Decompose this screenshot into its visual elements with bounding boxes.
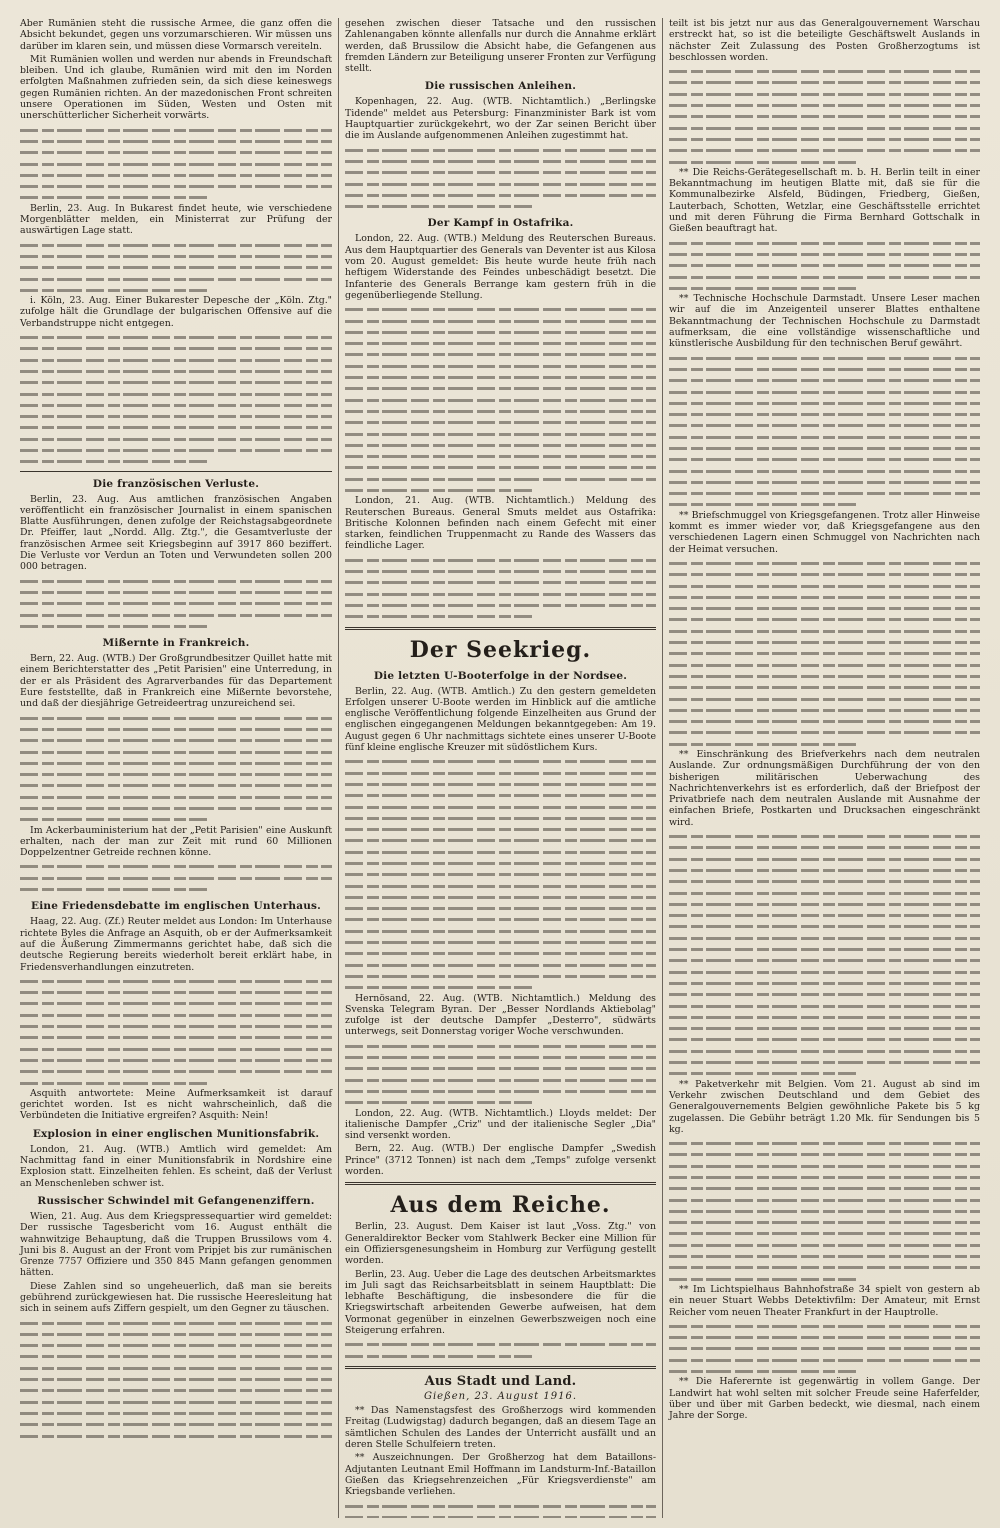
text-continuation	[345, 1338, 656, 1361]
article-paragraph: London, 21. Aug. (WTB.) Amtlich wird gemeldet: Am Nachmittag fand in einer Munitionsfabrik in Nordshire eine Explosion statt. Einzelheiten fehlen. Es scheint, daß der Verlust an Menschenleben schwer ist.	[20, 1143, 332, 1189]
headline-city-and-country: Aus Stadt und Land.	[424, 1373, 577, 1389]
article-paragraph: Wien, 21. Aug. Aus dem Kriegspressequartier wird gemeldet: Der russische Tagesbericht vom 16. August enthält die wahnwitzige Behauptung, daß die Truppen Brussilows vom 4. Juni bis 8. August an der Front vom Pripjet bis zur rumänischen Grenze 7757 Offiziere und 350 845 Mann gefangen genommen hätten.	[20, 1210, 332, 1279]
column-right	[662, 18, 986, 1518]
article-paragraph: Berlin, 22. Aug. (WTB. Amtlich.) Zu den gestern gemeldeten Erfolgen unserer U-Boote werden im Hinblick auf die amtliche englische Veröffentlichung folgende Einzelheiten aus Grund der englischen eingegangenen Meldungen bekanntgegeben: Am 19. August gegen 6 Uhr nachmittags sichtete eines unserer U-Boote fünf kleine englische Kreuzer mit südöstlichem Kurs.	[345, 685, 656, 754]
article-paragraph: Hernösand, 22. Aug. (WTB. Nichtamtlich.) Meldung des Svenska Telegram Byran. Der „Besser Nordlands Aktiebolag" zufolge ist der deutsche Dampfer „Desterro", südwärts unterwegs, seit Donnerstag voriger Woche verschwunden.	[345, 992, 656, 1038]
column-middle	[338, 18, 662, 1518]
text-continuation	[20, 1317, 332, 1441]
column-left	[14, 18, 338, 1518]
article-paragraph: London, 21. Aug. (WTB. Nichtamtlich.) Meldung des Reuterschen Bureaus. General Smuts meldet aus Ostafrika: Britische Kolonnen befinden nach einem Gefecht mit einer starken, feindlichen Truppenmacht zu Rande des Wassers das feindliche Lager.	[345, 495, 656, 552]
text-continuation	[20, 975, 332, 1088]
section-divider	[345, 1182, 656, 1185]
section-divider	[345, 627, 656, 630]
text-continuation	[669, 1137, 980, 1284]
text-continuation	[669, 352, 980, 510]
article-paragraph: ** Technische Hochschule Darmstadt. Unsere Leser machen wir auf die im Anzeigenteil unserer Blattes enthaltene Bekanntmachung der Technischen Hochschule zu Darmstadt aufmerksam, die eine vollständige wissenschaftliche und künstlerische Ausbildung für den technischen Beruf gewährt.	[669, 293, 980, 350]
article-paragraph: Berlin, 23. Aug. In Bukarest findet heute, wie verschiedene Morgenblätter melden, ein Ministerrat zur Prüfung der auswärtigen Lage statt.	[20, 202, 332, 237]
text-continuation	[20, 331, 332, 467]
headline-uboat-successes: Die letzten U-Booterfolge in der Nordsee.	[373, 669, 628, 682]
dateline: Gießen, 23. August 1916.	[423, 1390, 578, 1402]
section-divider	[20, 471, 332, 472]
text-continuation	[20, 575, 332, 631]
text-continuation	[669, 1320, 980, 1376]
headline-french-losses: Die französischen Verluste.	[92, 477, 260, 490]
headline-russian-loans: Die russischen Anleihen.	[424, 80, 577, 93]
article-paragraph: ** Die Reichs-Gerätegesellschaft m. b. H. Berlin teilt in einer Bekanntmachung im heutigen Blatte mit, daß sie für die Kommunalbezirke Alsfeld, Büdingen, Friedberg, Gießen, Lauterbach, Schotten, Wetzlar, eine Geschäftsstelle errichtet und mit deren Führung die Firma Bernhard Gottschalk in Gießen beauftragt hat.	[669, 166, 980, 235]
article-paragraph: Im Ackerbauministerium hat der „Petit Parisien" eine Auskunft erhalten, nach der man zur Zeit mit rund 60 Millionen Doppelzentner Getreide rechnen könne.	[20, 824, 332, 859]
article-paragraph: ** Im Lichtspielhaus Bahnhofstraße 34 spielt von gestern ab ein neuer Stuart Webbs Detektivfilm: Der Amateur, mit Ernst Reicher vom neuen Theater Frankfurt in der Hauptrolle.	[669, 1283, 980, 1318]
headline-russian-swindle: Russischer Schwindel mit Gefangenenziffern.	[37, 1194, 315, 1207]
article-paragraph: ** Die Haferernte ist gegenwärtig in vollem Gange. Der Landwirt hat wohl selten mit solcher Freude seine Haferfelder, über und über mit Garben bedeckt, wie diesmal, nach einem Jahre der Sorge.	[669, 1376, 980, 1422]
article-paragraph: Bern, 22. Aug. (WTB.) Der Großgrundbesitzer Quillet hatte mit einem Berichterstatter des „Petit Parisien" eine Unterredung, in der er als Präsident des Agrarverbandes für das Departement Eure feststellte, daß in Frankreich eine Mißernte bevorstehe, und daß der diesjährige Getreideertrag unzureichend sei.	[20, 653, 332, 710]
headline-peace-debate: Eine Friedensdebatte im englischen Unterhaus.	[31, 900, 321, 913]
headline-naval-war: Der Seekrieg.	[409, 636, 592, 663]
article-paragraph: Berlin, 23. August. Dem Kaiser ist laut „Voss. Ztg." von Generaldirektor Becker vom Stahlwerk Becker eine Million für ein Offiziersgenesungsheim in Homburg zur Verfügung gestellt worden.	[345, 1221, 656, 1267]
article-paragraph: Haag, 22. Aug. (Zf.) Reuter meldet aus London: Im Unterhause richtete Byles die Anfrage an Asquith, ob er der Aufmerksamkeit auf die Äußerung Zimmermanns gerichtet habe, daß sich die deutsche Regierung bereits wiederholt bereit erklärt habe, in Friedensverhandlungen einzutreten.	[20, 916, 332, 973]
text-continuation	[669, 557, 980, 749]
text-continuation	[345, 144, 656, 212]
text-continuation	[345, 755, 656, 992]
headline-east-africa: Der Kampf in Ostafrika.	[427, 217, 574, 230]
article-paragraph: Berlin, 23. Aug. Ueber die Lage des deutschen Arbeitsmarktes im Juli sagt das Reichsarbeitsblatt in seinem Hauptblatt: Die lebhafte Beschäftigung, die insbesondere die für die Kriegswirtschaft arbeitenden Gewerbe aufweisen, hat dem Vormonat gegenüber in einzelnen Gewerbszweigen noch eine Steigerung erfahren.	[345, 1268, 656, 1336]
article-paragraph: Mit Rumänien wollen und werden nur abends in Freundschaft bleiben. Und ich glaube, Rumänien wird mit den im Norden erfolgten Maßnahmen zufrieden sein, da sich diese keineswegs gegen Rumänien richten. An der mazedonischen Front schreiten unsere Operationen im Süden, Westen und Osten mit unerschütterlicher Sicherheit vorwärts.	[20, 53, 332, 122]
article-paragraph: Diese Zahlen sind so ungeheuerlich, daß man sie bereits gebührend zurückgewiesen hat. Die russische Heeresleitung hat sich in seinem aufs Ziffern gespielt, um den Gegner zu täuschen.	[20, 1280, 332, 1315]
article-paragraph: Kopenhagen, 22. Aug. (WTB. Nichtamtlich.) „Berlingske Tidende" meldet aus Petersburg: Finanzminister Bark ist vom Hauptquartier zurückgekehrt, wo der Zar seinen Bericht über die im Auslande aufgenommenen Anleihen zugestimmt hat.	[345, 96, 656, 142]
text-continuation	[669, 830, 980, 1079]
column-container	[14, 18, 986, 1518]
section-divider	[345, 1366, 656, 1369]
text-continuation	[20, 860, 332, 894]
text-continuation	[669, 65, 980, 167]
article-paragraph: ** Paketverkehr mit Belgien. Vom 21. August ab sind im Verkehr zwischen Deutschland und dem Gebiet des Generalgouvernements Belgien gewöhnliche Pakete bis 5 kg zugelassen. Die Gebühr beträgt 1.20 Mk. für Sendungen bis 5 kg.	[669, 1078, 980, 1135]
headline-harvest: Mißernte in Frankreich.	[102, 637, 250, 650]
text-continuation	[345, 303, 656, 495]
article-paragraph: ** Das Namenstagsfest des Großherzogs wird kommenden Freitag (Ludwigstag) dadurch begangen, daß an diesem Tage an sämtlichen Schulen des Landes der Unterricht ausfällt und an deren Stelle Schulfeiern treten.	[345, 1405, 656, 1451]
text-continuation	[345, 554, 656, 622]
article-paragraph: i. Köln, 23. Aug. Einer Bukarester Depesche der „Köln. Ztg." zufolge hält die Grundlage der bulgarischen Offensive auf die Verbandstruppe nicht entgegen.	[20, 295, 332, 329]
article-paragraph: Asquith antwortete: Meine Aufmerksamkeit ist darauf gerichtet worden. Ist es nicht wahrscheinlich, daß die Verbündeten die Initiative ergreifen? Asquith: Nein!	[20, 1087, 332, 1122]
article-paragraph: teilt ist bis jetzt nur aus das Generalgouvernement Warschau erstreckt hat, so ist die beteiligte Geschäftswelt Auslands in nächster Zeit Zulassung des Posten Großherzogtums ist beschlossen worden.	[669, 18, 980, 63]
article-paragraph: London, 22. Aug. (WTB.) Meldung des Reuterschen Bureaus. Aus dem Hauptquartier des Generals van Deventer ist aus Kilosa vom 20. August gemeldet: Bis heute wurde heute früh nach heftigem Widerstande des Feindes unbeschädigt besetzt. Die Infanterie des Generals Berrange kam gestern früh in die gegenüberliegende Stellung.	[345, 233, 656, 301]
text-continuation	[345, 1040, 656, 1108]
article-paragraph: ** Briefschmuggel von Kriegsgefangenen. Trotz aller Hinweise kommt es immer wieder vor, daß Kriegsgefangene aus den verschiedenen Lagern einen Schmuggel von Nachrichten nach der Heimat versuchen.	[669, 509, 980, 555]
headline-explosion: Explosion in einer englischen Munitionsfabrik.	[32, 1127, 320, 1140]
text-continuation	[20, 124, 332, 203]
text-continuation	[20, 712, 332, 825]
article-paragraph: ** Einschränkung des Briefverkehrs nach dem neutralen Auslande. Zur ordnungsmäßigen Durchführung der von den bisherigen militärischen Ueberwachung des Nachrichtenverkehrs ist es erforderlich, daß der Briefpost der Privatbriefe nach dem neutralen Auslande mit Ausnahme der einfachen Briefe, Postkarten und Drucksachen eingeschränkt wird.	[669, 749, 980, 828]
text-continuation	[345, 1500, 656, 1518]
article-paragraph: gesehen zwischen dieser Tatsache und den russischen Zahlenangaben könnte allenfalls nur durch die Annahme erklärt werden, daß Brussilow die Absicht habe, die Gefangenen aus fremden Ländern zur Beteiligung unserer Fronten zur Verfügung stellt.	[345, 18, 656, 75]
headline-from-the-reich: Aus dem Reiche.	[390, 1192, 611, 1219]
article-paragraph: Berlin, 23. Aug. Aus amtlichen französischen Angaben veröffentlicht ein französischer Journalist in einem spanischen Blatte Ausführungen, denen zufolge der Reichstagsabgeordnete Dr. Pfeiffer, laut „Nordd. Allg. Ztg.", die Gesamtverluste der französischen Armee seit Kriegsbeginn auf 3917 860 beziffert. Die Verluste vor Verdun an Toten und Verwundeten sollen 200 000 betragen.	[20, 493, 332, 573]
article-paragraph: Bern, 22. Aug. (WTB.) Der englische Dampfer „Swedish Prince" (3712 Tonnen) ist nach dem „Temps" zufolge versenkt worden.	[345, 1143, 656, 1178]
text-continuation	[20, 239, 332, 295]
article-paragraph: ** Auszeichnungen. Der Großherzog hat dem Bataillons-Adjutanten Leutnant Emil Hoffmann im Landsturm-Inf.-Bataillon Gießen das Kriegsehrenzeichen „Für Kriegsverdienste" am Kriegsbande verliehen.	[345, 1452, 656, 1498]
article-paragraph: Aber Rumänien steht die russische Armee, die ganz offen die Absicht bekundet, gegen uns vorzumarschieren. Wir müssen uns darüber im klaren sein, und müssen diese Vormarsch vereiteln.	[20, 18, 332, 52]
text-continuation	[669, 237, 980, 293]
article-paragraph: London, 22. Aug. (WTB. Nichtamtlich.) Lloyds meldet: Der italienische Dampfer „Criz" und der italienische Segler „Dia" sind versenkt worden.	[345, 1107, 656, 1142]
